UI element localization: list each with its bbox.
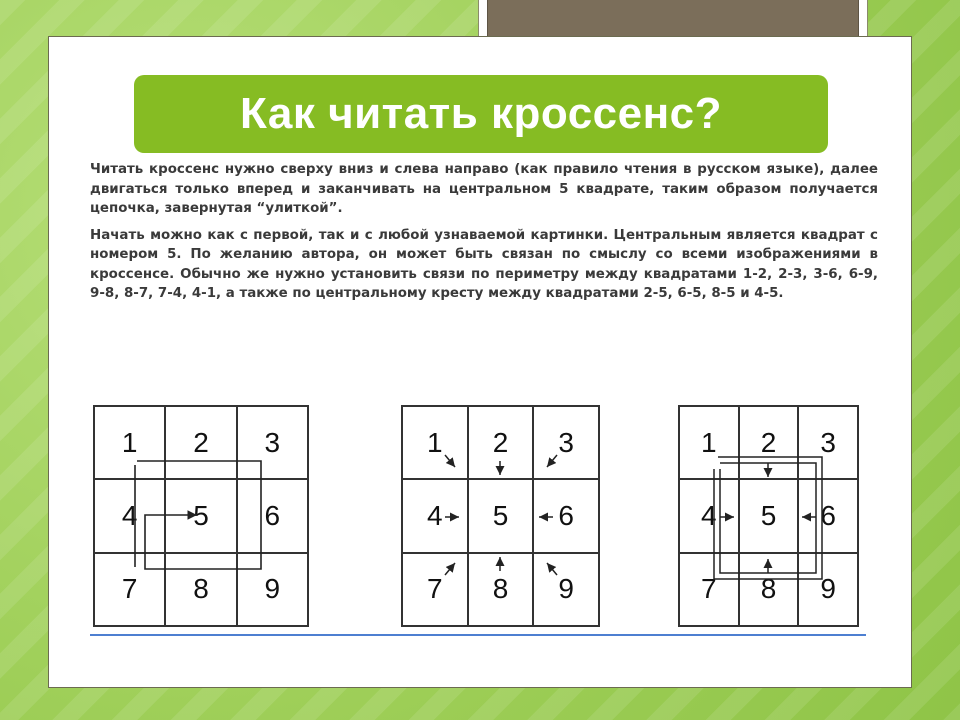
grid-cell: 5 [739, 479, 799, 552]
grid-cell: 2 [468, 406, 534, 479]
grid-cell: 4 [94, 479, 165, 552]
grid-cell: 7 [679, 553, 739, 626]
grid-cell: 3 [533, 406, 599, 479]
grid-cell: 6 [237, 479, 308, 552]
divider-line [90, 634, 866, 636]
grid-cell: 4 [402, 479, 468, 552]
diagram-perimeter-cross [678, 405, 859, 627]
diagram-spiral [93, 405, 309, 627]
paragraph-1: Читать кроссенс нужно сверху вниз и слева направо (как правило чтения в русском языке), далее двигаться только вперед и заканчивать на центральном 5 квадрате, таким образом получается цепочка, завернутая “улиткой”. [90, 162, 878, 216]
grid-cell: 8 [165, 553, 236, 626]
body-text [90, 160, 878, 311]
grid-cell: 6 [798, 479, 858, 552]
diagram-center [401, 405, 600, 627]
grid-cell: 7 [402, 553, 468, 626]
grid-cell: 5 [468, 479, 534, 552]
paragraph-2: Начать можно как с первой, так и с любой узнаваемой картинки. Центральным является квадрат с номером 5. По желанию автора, он может быть связан по смыслу со всеми изображениями в кроссенсе. Обычно же нужно установить связи по периметру между квадратами 1-2, 2-3, 3-6, 6-9, 9-8, 8-7, 7-4, 4-1, а также по центральному кресту между квадратами 2-5, 6-5, 8-5 и 4-5. [90, 227, 878, 301]
grid-cell: 1 [402, 406, 468, 479]
grid-cell: 8 [739, 553, 799, 626]
grid-cell: 9 [237, 553, 308, 626]
grid-cell: 6 [533, 479, 599, 552]
grid-cell: 9 [798, 553, 858, 626]
grid-cell: 9 [533, 553, 599, 626]
slide-title: Как читать кроссенс? [239, 89, 723, 138]
grid-cell: 4 [679, 479, 739, 552]
grid-cell: 2 [739, 406, 799, 479]
grid-cell: 2 [165, 406, 236, 479]
title-bar [134, 75, 828, 153]
grid-cell: 7 [94, 553, 165, 626]
grid-cell: 8 [468, 553, 534, 626]
grid-cell: 1 [94, 406, 165, 479]
grid-cell: 3 [237, 406, 308, 479]
grid-cell: 1 [679, 406, 739, 479]
grid-cell: 3 [798, 406, 858, 479]
grid-cell: 5 [165, 479, 236, 552]
